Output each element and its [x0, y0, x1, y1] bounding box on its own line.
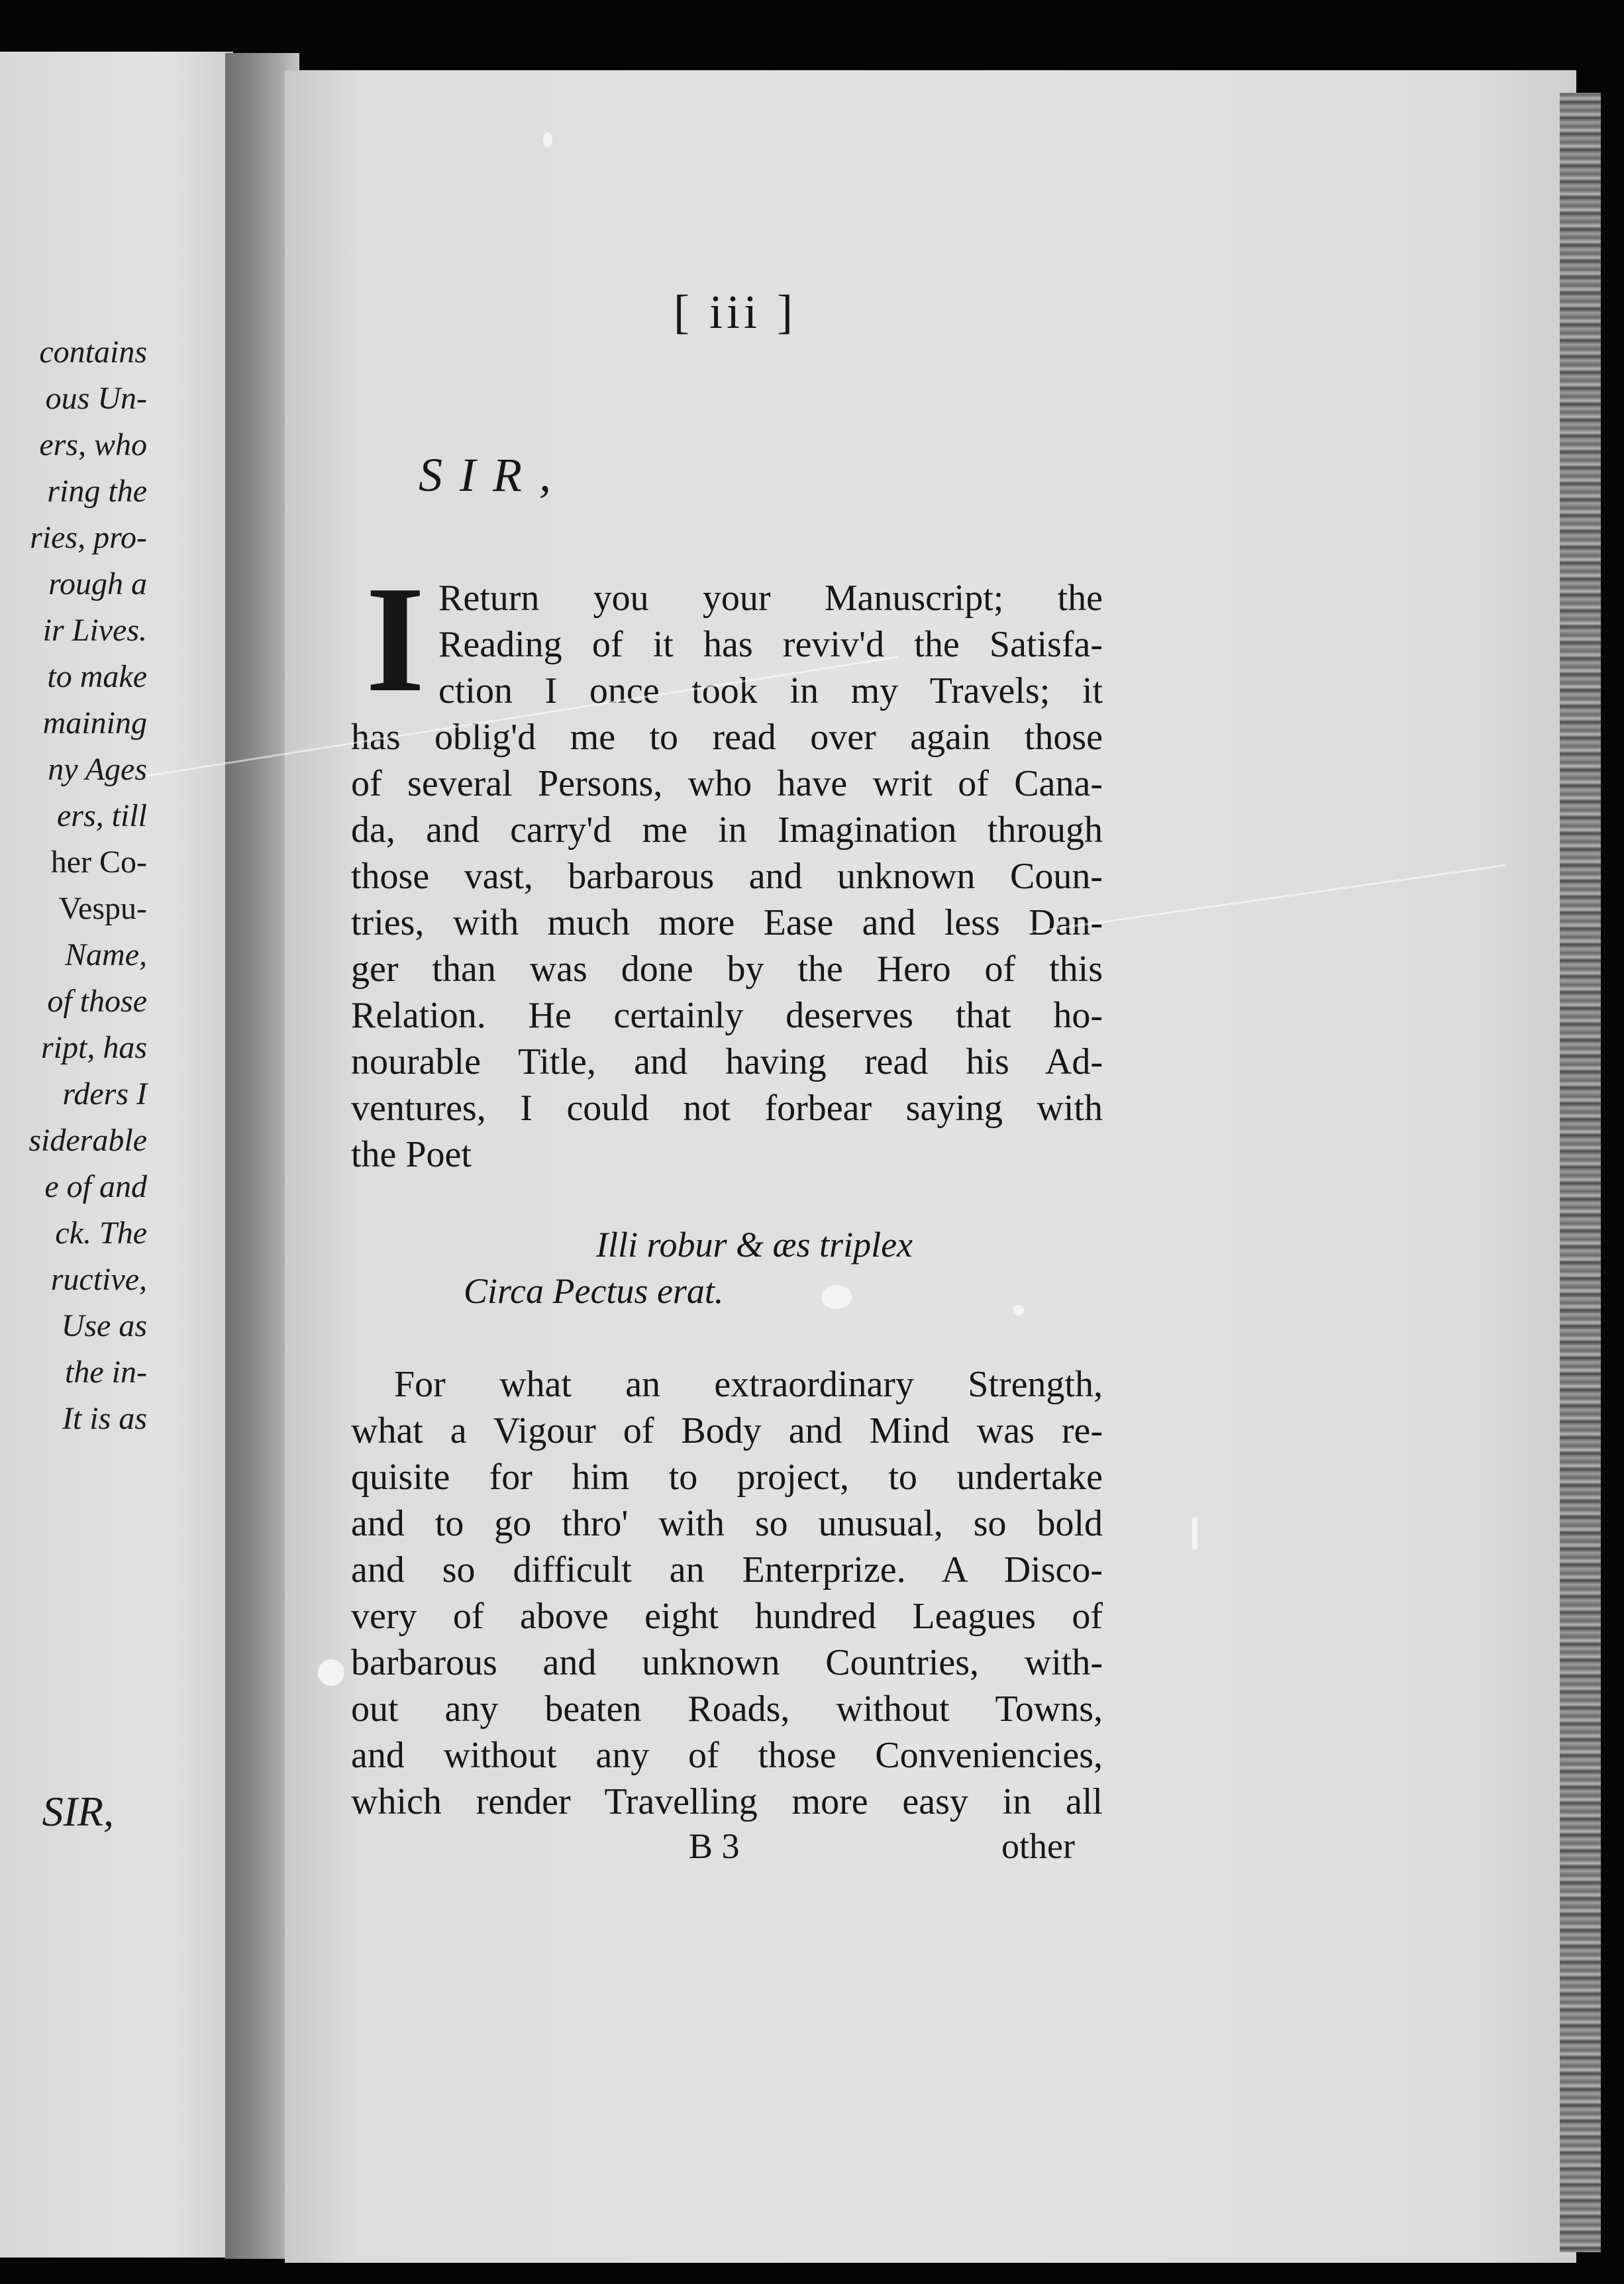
text-line: very of above eight hundred Leagues of — [351, 1596, 1103, 1637]
text-line: ction I once took in my Travels; it — [438, 670, 1103, 711]
dust-speck — [1013, 1305, 1024, 1316]
left-page-line: rough a — [48, 566, 147, 601]
left-page-line: her Co- — [50, 845, 147, 880]
salutation: SIR, — [419, 448, 568, 501]
text-line: and so difficult an Enterprize. A Disco- — [351, 1549, 1103, 1590]
text-line: and without any of those Conveniencies, — [351, 1735, 1103, 1776]
left-page-line: siderable — [28, 1123, 147, 1158]
text-line: what a Vigour of Body and Mind was re- — [351, 1410, 1103, 1451]
verse-line: Circa Pectus erat. — [464, 1271, 724, 1311]
left-page-signature: SIR, — [42, 1788, 114, 1835]
left-page-line: Use as — [61, 1308, 147, 1343]
text-line: ger than was done by the Hero of this — [351, 949, 1103, 990]
left-page-line: ir Lives. — [42, 613, 147, 648]
text-line: ventures, I could not forbear saying with — [351, 1088, 1103, 1129]
text-line: out any beaten Roads, without Towns, — [351, 1688, 1103, 1730]
left-page-line: ers, who — [39, 427, 147, 462]
page-fore-edge — [1560, 93, 1601, 2252]
text-line: and to go thro' with so unusual, so bold — [351, 1503, 1103, 1544]
left-page-line: ous Un- — [45, 381, 147, 416]
dust-speck — [821, 1285, 852, 1309]
text-line: of several Persons, who have writ of Cana- — [351, 763, 1103, 804]
left-page-line: ny Ages — [48, 752, 147, 787]
left-page — [0, 52, 233, 2258]
left-page-line: ck. The — [55, 1216, 147, 1251]
verse-line: Illi robur & æs triplex — [596, 1225, 913, 1265]
left-page-line: ript, has — [40, 1030, 147, 1065]
left-page-line: ructive, — [50, 1262, 147, 1297]
text-line: Relation. He certainly deserves that ho- — [351, 995, 1103, 1036]
left-page-line: of those — [47, 984, 147, 1019]
left-page-line: e of and — [44, 1169, 147, 1204]
left-page-line: contains — [39, 335, 147, 370]
left-page-line: to make — [47, 659, 147, 694]
left-page-line: Vespu- — [58, 891, 147, 926]
left-page-line: the in- — [65, 1355, 147, 1390]
text-line: For what an extraordinary Strength, — [394, 1364, 1103, 1405]
text-line: tries, with much more Ease and less Dan- — [351, 902, 1103, 943]
text-line: has oblig'd me to read over again those — [351, 717, 1103, 758]
text-line: those vast, barbarous and unknown Coun- — [351, 856, 1103, 897]
left-page-line: ers, till — [56, 798, 147, 833]
signature-mark: B 3 — [689, 1826, 740, 1866]
drop-cap: I — [366, 554, 425, 723]
left-page-line: ries, pro- — [30, 520, 147, 555]
running-head: [ iii ] — [674, 286, 797, 338]
catchword: other — [1001, 1826, 1075, 1866]
text-line: da, and carry'd me in Imagination through — [351, 809, 1103, 851]
text-line: which render Travelling more easy in all — [351, 1781, 1103, 1822]
dust-speck — [1192, 1517, 1197, 1550]
dust-speck — [318, 1659, 344, 1686]
text-line: nourable Title, and having read his Ad- — [351, 1041, 1103, 1082]
text-line: the Poet — [351, 1134, 472, 1175]
dust-speck — [543, 132, 552, 147]
left-page-line: rders I — [62, 1076, 147, 1112]
left-page-line: Name, — [65, 937, 147, 972]
text-line: Return you your Manuscript; the — [438, 578, 1103, 619]
text-line: barbarous and unknown Countries, with- — [351, 1642, 1103, 1683]
text-line: Reading of it has reviv'd the Satisfa- — [438, 624, 1103, 665]
left-page-line: maining — [42, 705, 147, 741]
left-page-line: It is as — [62, 1401, 147, 1436]
text-line: quisite for him to project, to undertake — [351, 1457, 1103, 1498]
left-page-line: ring the — [47, 474, 147, 509]
